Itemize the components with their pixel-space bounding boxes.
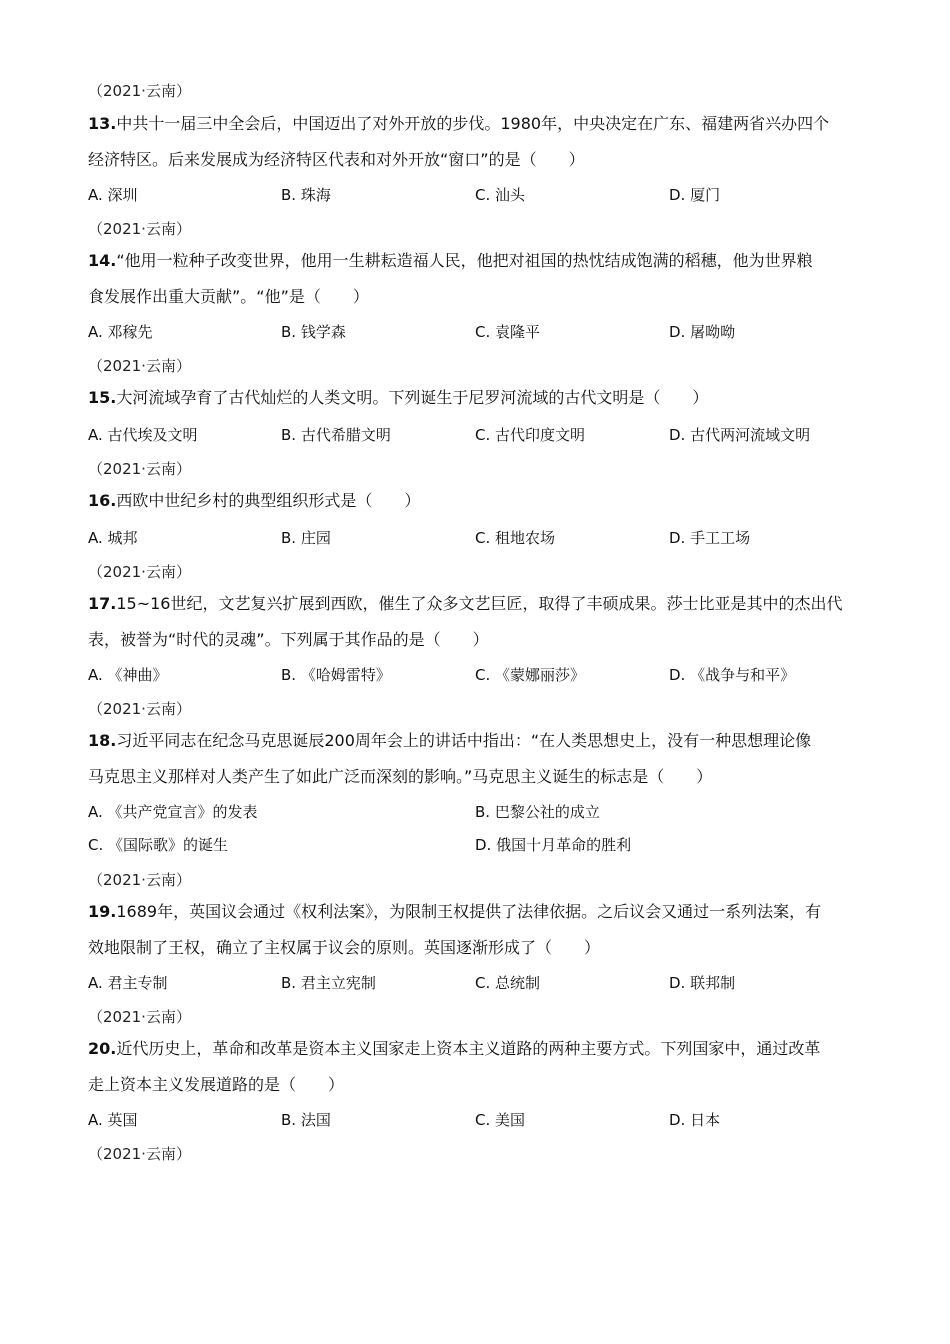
question-16-stem [88,483,868,519]
question-15-options [88,424,868,448]
option-b: B. 庄园 [281,529,331,547]
question-number: 16. [88,491,117,510]
option-d: D. 联邦制 [669,974,736,992]
question-number: 19. [88,902,117,921]
question-source: （2021·云南） [88,871,191,889]
stem-line: 效地限制了王权，确立了主权属于议会的原则。英国逐渐形成了（ ） [88,938,601,957]
option-c: C. 汕头 [475,186,526,204]
option-d: D. 厦门 [669,186,721,204]
option-b: B. 古代希腊文明 [281,426,391,444]
question-18-stem [88,723,868,795]
option-b: B. 《哈姆雷特》 [281,666,391,684]
option-d: D. 《战争与和平》 [669,666,796,684]
option-c: C. 租地农场 [475,529,556,547]
option-c: C. 袁隆平 [475,323,541,341]
option-a: A. 《神曲》 [88,666,168,684]
option-a: A. 君主专制 [88,974,168,992]
question-19-stem [88,894,868,966]
option-a: A. 古代埃及文明 [88,426,198,444]
question-14-stem [88,243,868,315]
question-source: （2021·云南） [88,220,191,238]
option-c: C. 美国 [475,1111,526,1129]
stem-line: 马克思主义那样对人类产生了如此广泛而深刻的影响。”马克思主义诞生的标志是（ ） [88,767,713,786]
question-17-options [88,664,868,688]
option-d: D. 手工工场 [669,529,751,547]
stem-line: 经济特区。后来发展成为经济特区代表和对外开放“窗口”的是（ ） [88,150,585,169]
question-number: 15. [88,388,117,407]
option-d: D. 古代两河流域文明 [669,426,811,444]
question-17-stem [88,586,868,658]
question-20-options [88,1109,868,1133]
option-b: B. 法国 [281,1111,331,1129]
question-number: 14. [88,251,117,270]
option-c: C. 古代印度文明 [475,426,586,444]
question-source: （2021·云南） [88,460,191,478]
question-source: （2021·云南） [88,1145,191,1163]
stem-line: 表，被誉为“时代的灵魂”。下列属于其作品的是（ ） [88,630,489,649]
option-b: B. 珠海 [281,186,331,204]
option-a: A. 城邦 [88,529,138,547]
question-20-stem [88,1031,868,1103]
question-13-stem [88,106,868,178]
stem-line: “他用一粒种子改变世界，他用一生耕耘造福人民，他把对祖国的热忱结成饱满的稻穗，他为世界粮 [116,251,813,270]
question-source: （2021·云南） [88,357,191,375]
stem-line: 习近平同志在纪念马克思诞辰200周年会上的讲话中指出：“在人类思想史上，没有一种思想理论像 [116,731,812,750]
stem-line: 走上资本主义发展道路的是（ ） [88,1075,345,1094]
stem-line: 1689年，英国议会通过《权利法案》，为限制王权提供了法律依据。之后议会又通过一系列法案，有 [116,902,822,921]
option-c: C. 总统制 [475,974,541,992]
stem-line: 近代历史上，革命和改革是资本主义国家走上资本主义道路的两种主要方式。下列国家中，通过改革 [116,1039,821,1058]
question-13-options [88,184,868,208]
option-c: C. 《国际歌》的诞生 [88,836,229,854]
option-d: D. 俄国十月革命的胜利 [475,836,632,854]
question-number: 20. [88,1039,117,1058]
stem-line: 15~16世纪，文艺复兴扩展到西欧，催生了众多文艺巨匠，取得了丰硕成果。莎士比亚是其中的杰出代 [116,594,843,613]
question-source: （2021·云南） [88,82,191,100]
question-16-options [88,527,868,551]
question-19-options [88,972,868,996]
option-b: B. 钱学森 [281,323,346,341]
question-18-options-row2 [88,834,868,858]
stem-line: 西欧中世纪乡村的典型组织形式是（ ） [116,491,421,510]
option-b: B. 君主立宪制 [281,974,376,992]
question-18-options-row1 [88,801,868,825]
stem-line: 食发展作出重大贡献”。“他”是（ ） [88,287,369,306]
question-15-stem [88,380,868,416]
option-d: D. 日本 [669,1111,721,1129]
option-c: C. 《蒙娜丽莎》 [475,666,586,684]
question-number: 13. [88,114,117,133]
option-a: A. 深圳 [88,186,138,204]
stem-line: 中共十一届三中全会后，中国迈出了对外开放的步伐。1980年，中央决定在广东、福建两省兴办四个 [116,114,830,133]
question-source: （2021·云南） [88,563,191,581]
question-source: （2021·云南） [88,1008,191,1026]
option-a: A. 邓稼先 [88,323,153,341]
option-d: D. 屠呦呦 [669,323,736,341]
stem-line: 大河流域孕育了古代灿烂的人类文明。下列诞生于尼罗河流域的古代文明是（ ） [116,388,709,407]
option-b: B. 巴黎公社的成立 [475,803,600,821]
question-number: 17. [88,594,117,613]
question-number: 18. [88,731,117,750]
option-a: A. 《共产党宣言》的发表 [88,803,258,821]
question-14-options [88,321,868,345]
question-source: （2021·云南） [88,700,191,718]
option-a: A. 英国 [88,1111,138,1129]
